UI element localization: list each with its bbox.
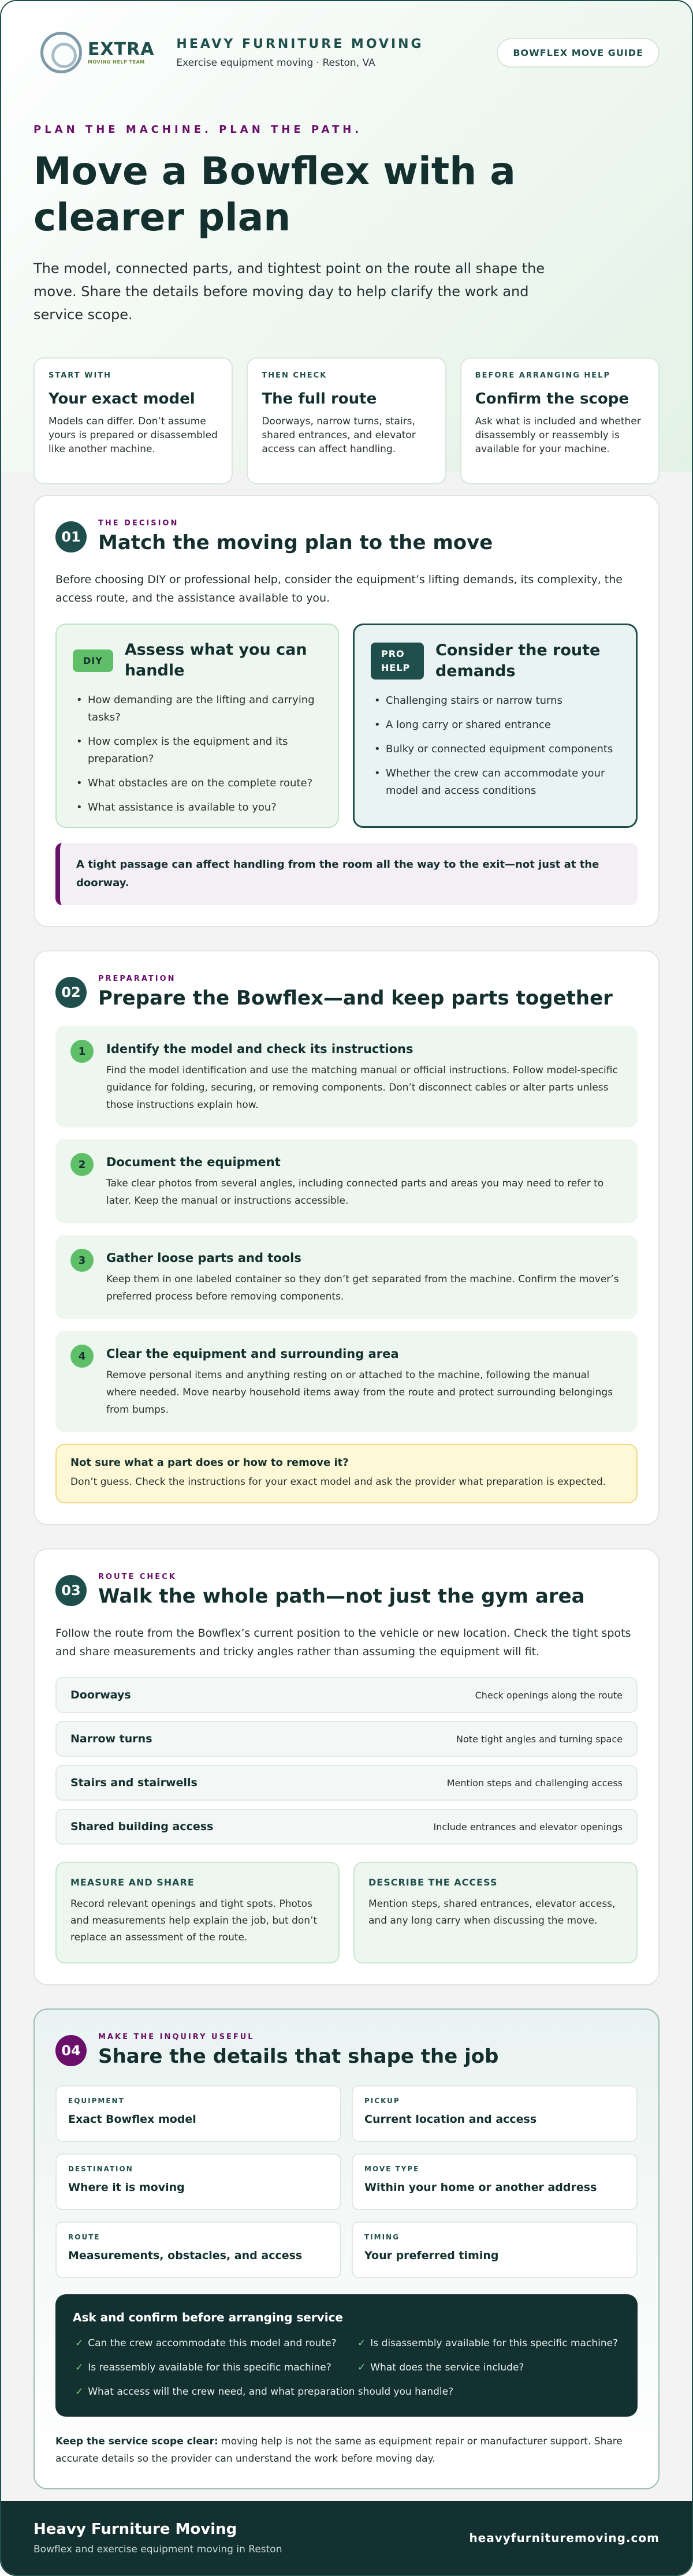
list-item: • Challenging stairs or narrow turns: [371, 692, 620, 710]
list-item: • A long carry or shared entrance: [371, 716, 620, 734]
confirm-text: Is reassembly available for this specific machine?: [88, 2362, 331, 2373]
confirm-text: What does the service include?: [370, 2362, 524, 2373]
sections: [1, 472, 692, 2489]
decision-columns: [55, 624, 638, 828]
callout-desc: Don’t guess. Check the instructions for your exact model and ask the provider what preparation is expected.: [70, 1476, 606, 1488]
detail-key: TIMING: [364, 2233, 400, 2241]
detail-key: PICKUP: [364, 2097, 400, 2105]
detail-value: Your preferred timing: [364, 2249, 499, 2262]
logo-text: [88, 41, 154, 65]
hero-cards: [33, 357, 660, 484]
hero-card: [33, 357, 233, 484]
section-number: 03: [55, 1575, 87, 1606]
step-desc: Keep them in one labeled container so they don’t get separated from the machine. Confirm the mover’s preferred process before removing components.: [106, 1274, 619, 1302]
check-icon: ✓: [75, 2362, 84, 2373]
section-header: [55, 2033, 638, 2068]
pro-title: Consider the route demands: [435, 641, 601, 680]
list-item: • What assistance is available to you?: [73, 799, 322, 816]
hero-card-kicker: BEFORE ARRANGING HELP: [475, 371, 610, 380]
route-note: Note tight angles and turning space: [456, 1733, 623, 1745]
footer: [1, 2501, 692, 2575]
detail-key: DESTINATION: [68, 2165, 133, 2173]
part-help-callout: [55, 1444, 638, 1503]
confirm-text: What access will the crew need, and what preparation should you handle?: [88, 2386, 454, 2398]
detail-value: Within your home or another address: [364, 2181, 597, 2194]
detail-key: ROUTE: [68, 2233, 100, 2241]
detail-card: [55, 2085, 341, 2142]
detail-value: Where it is moving: [68, 2181, 185, 2194]
route-row: [55, 1721, 638, 1757]
section-inquiry: [33, 2008, 660, 2489]
route-list: [55, 1677, 638, 1845]
section-title: Match the moving plan to the move: [98, 531, 493, 554]
confirm-item: [355, 2359, 620, 2376]
section-kicker: THE DECISION: [98, 519, 179, 528]
confirm-title: Ask and confirm before arranging service: [73, 2310, 343, 2324]
check-icon: ✓: [357, 2338, 366, 2349]
hero-kicker: PLAN THE MACHINE. PLAN THE PATH.: [33, 124, 363, 136]
section-lede: Follow the route from the Bowflex’s current position to the vehicle or new location. Check the tight spots and share measurements and tricky angles rather than assuming the equipment will fit.: [55, 1627, 631, 1658]
brand[interactable]: [33, 32, 424, 73]
route-name: Doorways: [70, 1689, 131, 1701]
footer-url-link[interactable]: heavyfurnituremoving.com: [469, 2531, 660, 2545]
detail-card: [55, 2222, 341, 2278]
diy-title: Assess what you can handle: [124, 641, 307, 680]
detail-grid: [55, 2085, 638, 2278]
step-title: Gather loose parts and tools: [106, 1251, 301, 1265]
logo-sub: MOVING HELP TEAM: [88, 59, 145, 65]
detail-card: [352, 2222, 638, 2278]
step-title: Identify the model and check its instructions: [106, 1042, 413, 1056]
check-icon: ✓: [75, 2338, 84, 2349]
detail-key: MOVE TYPE: [364, 2165, 420, 2173]
route-note: Check openings along the route: [475, 1689, 623, 1701]
route-note: Include entrances and elevator openings: [433, 1821, 623, 1832]
scope-text: moving help is not the same as equipment repair or manufacturer support. Share accurate details so the provider can understand the work before moving day.: [55, 2436, 623, 2465]
diy-tag: DIY: [73, 649, 113, 672]
section-preparation: [33, 950, 660, 1525]
section-decision: [33, 495, 660, 927]
measure-desc: Record relevant openings and tight spots. Photos and measurements help explain the job, but don’t replace an assessment of the route.: [70, 1898, 318, 1943]
measure-title: MEASURE AND SHARE: [70, 1877, 195, 1888]
section-route-check: [33, 1548, 660, 1985]
hero-card-desc: Doorways, narrow turns, stairs, shared entrances, and elevator access can affect handling.: [262, 416, 416, 455]
section-header: [55, 519, 638, 554]
detail-card: [55, 2153, 341, 2210]
route-row: [55, 1677, 638, 1713]
detail-key: EQUIPMENT: [68, 2097, 125, 2105]
step-desc: Find the model identification and use the matching manual or official instructions. Follow model-specific guidance for folding, securing, or removing components. Don’t disconnect cables or alter parts unless those instructions explain how.: [106, 1065, 618, 1111]
section-kicker: PREPARATION: [98, 975, 176, 983]
confirm-list: [73, 2335, 620, 2400]
route-row: [55, 1809, 638, 1845]
route-name: Narrow turns: [70, 1733, 152, 1745]
pro-list: [371, 692, 620, 800]
step-number: 3: [70, 1249, 94, 1272]
scope-bold: Keep the service scope clear:: [55, 2436, 218, 2447]
measure-box: [55, 1862, 340, 1963]
list-item: • How complex is the equipment and its preparation?: [73, 733, 322, 768]
brand-name: HEAVY FURNITURE MOVING: [176, 36, 424, 51]
diy-box: [55, 624, 339, 828]
step-title: Clear the equipment and surrounding area: [106, 1347, 399, 1361]
detail-value: Exact Bowflex model: [68, 2113, 196, 2126]
prep-step: [55, 1139, 638, 1223]
section-title: Share the details that shape the job: [98, 2045, 499, 2068]
confirm-item: [355, 2335, 620, 2352]
top-bar: [33, 27, 660, 79]
prep-step: [55, 1235, 638, 1319]
diy-list: [73, 692, 322, 816]
detail-card: [352, 2153, 638, 2210]
list-item: • What obstacles are on the complete route?: [73, 775, 322, 792]
hero-card: [247, 357, 446, 484]
section-kicker: MAKE THE INQUIRY USEFUL: [98, 2033, 255, 2041]
step-title: Document the equipment: [106, 1155, 281, 1169]
section-title: Walk the whole path—not just the gym area: [98, 1585, 585, 1608]
confirm-text: Can the crew accommodate this model and route?: [88, 2338, 337, 2349]
route-note: Mention steps and challenging access: [446, 1777, 623, 1789]
check-icon: ✓: [75, 2386, 84, 2398]
list-item: • How demanding are the lifting and carrying tasks?: [73, 692, 322, 726]
route-name: Shared building access: [70, 1820, 214, 1833]
step-desc: Take clear photos from several angles, including connected parts and areas you may need to refer to later. Keep the manual or instructions accessible.: [106, 1178, 604, 1207]
hero-card-desc: Models can differ. Don’t assume yours is prepared or disassembled like another machine.: [49, 416, 218, 455]
section-lede: Before choosing DIY or professional help, consider the equipment’s lifting demands, its complexity, the access route, and the assistance available to you.: [55, 573, 623, 604]
confirm-item: [73, 2335, 338, 2352]
hero-card-kicker: START WITH: [49, 371, 112, 380]
section-title: Prepare the Bowflex—and keep parts together: [98, 987, 613, 1010]
section-header: [55, 1573, 638, 1608]
section-header: [55, 975, 638, 1010]
prep-step: [55, 1331, 638, 1432]
brand-location: Exercise equipment moving · Reston, VA: [176, 57, 375, 69]
step-number: 2: [70, 1153, 94, 1176]
prep-steps: [55, 1026, 638, 1432]
hero-title: Move a Bowflex with a clearer plan: [33, 149, 516, 240]
hero-card-title: The full route: [262, 390, 377, 408]
confirm-item: [73, 2359, 338, 2376]
prep-step: [55, 1026, 638, 1128]
hero-lede: The model, connected parts, and tightest point on the route all shape the move. Share the details before moving day to help clarify the work and service scope.: [33, 260, 545, 323]
hero: [1, 1, 692, 472]
logo[interactable]: [40, 32, 154, 73]
describe-box: [353, 1862, 638, 1963]
pro-tag: PRO HELP: [371, 643, 424, 680]
section-number: 01: [55, 521, 87, 552]
list-item: • Bulky or connected equipment components: [371, 741, 620, 758]
route-name: Stairs and stairwells: [70, 1776, 198, 1789]
hero-card-title: Your exact model: [49, 390, 195, 408]
detail-card: [352, 2085, 638, 2142]
section-number: 02: [55, 977, 87, 1008]
pro-box: [353, 624, 638, 828]
hero-card: [460, 357, 660, 484]
tight-passage-callout: A tight passage can affect handling from the room all the way to the exit—not just at the doorway.: [55, 843, 638, 905]
scope-note: [55, 2433, 638, 2467]
check-icon: ✓: [357, 2362, 366, 2373]
brand-info: [176, 37, 423, 69]
route-row: [55, 1765, 638, 1801]
footer-sub: Bowflex and exercise equipment moving in Reston: [33, 2544, 282, 2555]
describe-title: DESCRIBE THE ACCESS: [368, 1877, 498, 1888]
detail-value: Measurements, obstacles, and access: [68, 2249, 303, 2262]
hero-card-kicker: THEN CHECK: [262, 371, 327, 380]
describe-desc: Mention steps, shared entrances, elevator access, and any long carry when discussing the move.: [368, 1898, 616, 1927]
confirm-box: [55, 2294, 638, 2417]
detail-value: Current location and access: [364, 2113, 537, 2126]
hero-card-title: Confirm the scope: [475, 390, 629, 408]
confirm-item: [73, 2383, 620, 2400]
section-number: 04: [55, 2035, 87, 2066]
list-item: • Whether the crew can accommodate your model and access conditions: [371, 765, 620, 800]
logo-ring-icon: [40, 32, 82, 73]
step-number: 1: [70, 1040, 94, 1063]
share-columns: [55, 1862, 638, 1963]
callout-title: Not sure what a part does or how to remove it?: [70, 1457, 349, 1469]
footer-name: Heavy Furniture Moving: [33, 2521, 237, 2538]
logo-main: EXTRA: [88, 39, 155, 59]
step-desc: Remove personal items and anything resting on or attached to the machine, following the manual where needed. Move nearby household items away from the route and protect surrounding belongings from bumps.: [106, 1369, 613, 1416]
section-kicker: ROUTE CHECK: [98, 1573, 177, 1581]
guide-button[interactable]: BOWFLEX MOVE GUIDE: [497, 38, 660, 68]
hero-card-desc: Ask what is included and whether disassembly or reassembly is available for your machine.: [475, 416, 641, 455]
step-number: 4: [70, 1345, 94, 1368]
confirm-text: Is disassembly available for this specific machine?: [370, 2338, 619, 2349]
